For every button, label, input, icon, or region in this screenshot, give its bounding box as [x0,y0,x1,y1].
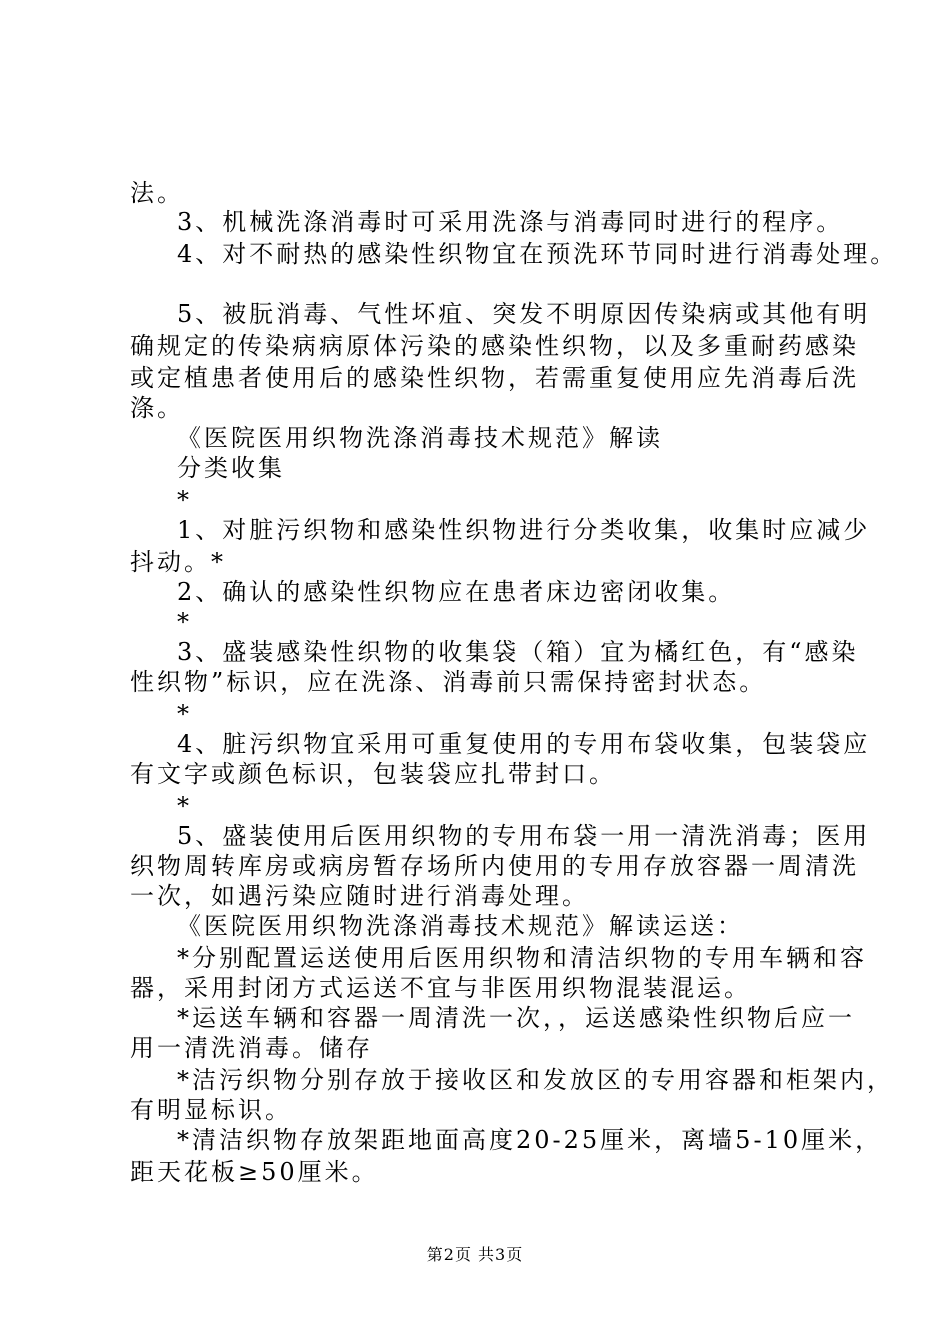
text-line: *运送车辆和容器一周清洗一次，，运送感染性织物后应一 [177,1004,855,1032]
text-line: 距天花板≥50厘米。 [130,1158,379,1186]
text-line: 性织物”标识，应在洗涤、消毒前只需保持密封状态。 [130,668,767,696]
text-line: 用一清洗消毒。储存 [130,1034,373,1062]
text-line: 确规定的传染病病原体污染的感染性织物，以及多重耐药感染 [130,332,859,360]
section-heading: 分类收集 [177,454,285,482]
text-line: * [177,792,192,820]
text-line: 5、被朊消毒、气性坏疽、突发不明原因传染病或其他有明 [177,300,871,328]
text-line: *分别配置运送使用后医用织物和清洁织物的专用车辆和容 [177,944,867,972]
text-line: 《医院医用织物洗涤消毒技术规范》解读运送： [177,912,744,940]
text-line: 抖动。* [130,548,226,576]
text-line: 或定植患者使用后的感染性织物，若需重复使用应先消毒后洗 [130,364,859,392]
text-line: 3、盛装感染性织物的收集袋（箱）宜为橘红色，有“感染 [177,638,859,666]
text-line: * [177,700,192,728]
text-line: 织物周转库房或病房暂存场所内使用的专用存放容器一周清洗 [130,852,859,880]
text-line: *清洁织物存放架距地面高度20-25厘米，离墙5-10厘米， [177,1126,883,1154]
text-line: 涤。 [130,394,184,422]
text-line: 《医院医用织物洗涤消毒技术规范》解读 [177,424,663,452]
text-line: 4、脏污织物宜采用可重复使用的专用布袋收集，包装袋应 [177,730,871,758]
text-line: 1、对脏污织物和感染性织物进行分类收集，收集时应减少 [177,516,871,544]
text-line: *洁污织物分别存放于接收区和发放区的专用容器和柜架内， [177,1066,894,1094]
text-line: * [177,608,192,636]
text-line: 法。 [130,179,184,207]
text-line: 有明显标识。 [130,1096,292,1124]
text-line: 器，采用封闭方式运送不宜与非医用织物混装混运。 [130,974,751,1002]
text-line: 5、盛装使用后医用织物的专用布袋一用一清洗消毒；医用 [177,822,871,850]
text-line: 2、确认的感染性织物应在患者床边密闭收集。 [177,578,736,606]
text-line: 4、对不耐热的感染性织物宜在预洗环节同时进行消毒处理。 [177,240,898,268]
text-line: 有文字或颜色标识，包装袋应扎带封口。 [130,760,616,788]
text-line: 3、机械洗涤消毒时可采用洗涤与消毒同时进行的程序。 [177,208,844,236]
text-line: * [177,486,192,514]
text-line: 一次，如遇污染应随时进行消毒处理。 [130,882,589,910]
page-footer: 第2页 共3页 [426,1245,524,1264]
